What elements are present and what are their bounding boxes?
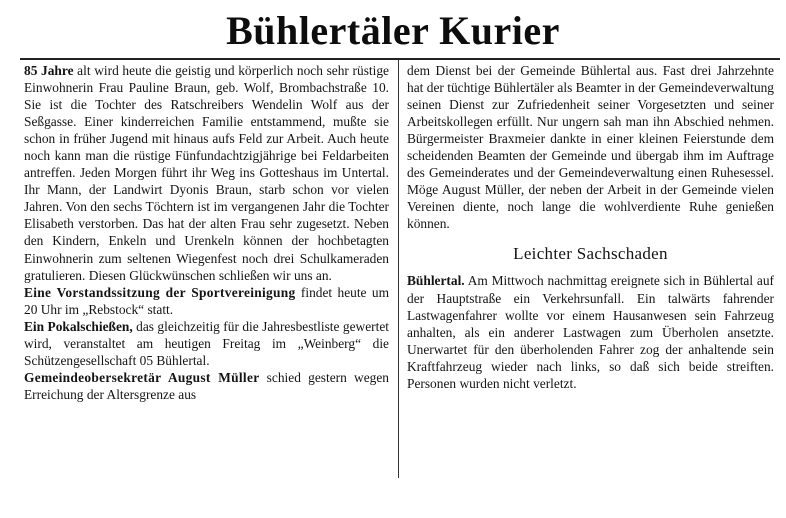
article-continuation: dem Dienst bei der Gemeinde Bühlertal aus. Fast drei Jahrzehnte hat der tüchtige Bühlertäler als Beamter in der Gemeindeverwaltung seinen Dienst zur Zufriedenheit seiner Vorgesetzten und seiner Arbeitskollegen erfüllt. Nur ungern sah man ihn Abschied nehmen. Bürgermeister Braxmeier dankte in einer kleinen Feierstunde dem scheidenden Beamten der Gemeinde und übergab ihm im Auftrage des Gemeinderates und der Gemeindeverwaltung einen Ruhesessel. Möge August Müller, der neben der Arbeit in der Gemeinde vielen Vereinen diente, noch lange die wohlverdiente Ruhe genießen können.	[407, 63, 774, 232]
article-pokalschiessen	[24, 318, 389, 369]
article-lead: Ein Pokalschießen,	[24, 318, 133, 334]
article-vorstandssitzung	[24, 284, 389, 318]
right-column	[407, 62, 774, 392]
article-body: schied gestern wegen Erreichung der Altersgrenze aus	[24, 369, 389, 402]
article-85-jahre	[24, 62, 389, 284]
headline-leichter-sachschaden: Leichter Sachschaden	[513, 244, 668, 264]
article-body: findet heute um 20 Uhr im „Rebstock“ statt.	[24, 284, 389, 317]
article-body: alt wird heute die geistig und körperlich noch sehr rüstige Einwohnerin Frau Pauline Braun, geb. Wolf, Brombachstraße 10. Sie ist die Tochter des Ratschreibers Wendelin Wolf aus der Seßgasse. Einer kinderreichen Familie entstammend, mußte sie schon in früher Jugend mit hinaus aufs Feld zur Arbeit. Auch heute noch kann man die rüstige Fünfundachtzigjährige bei Feldarbeiten antreffen. Jeden Morgen führt ihr Weg ins Gotteshaus im Untertal. Ihr Mann, der Landwirt Dyonis Braun, starb schon vor vielen Jahren. Von den sechs Töchtern ist im vergangenen Jahr die Tochter Elisabeth verstorben. Das hat der alten Frau sehr zugesetzt. Neben den Kindern, Enkeln und Urenkeln können der hochbetagten Einwohnerin zum seltenen Wiegenfest noch drei Schulkameraden gratulieren. Diesen Glückwünschen schließen wir uns an.	[24, 63, 389, 283]
column-divider	[398, 60, 399, 478]
left-column	[24, 62, 389, 403]
article-lead: Eine Vorstandssitzung der Sportvereinigung	[24, 284, 296, 300]
masthead-title: Bühlertäler Kurier	[226, 8, 560, 53]
article-body: das gleichzeitig für die Jahresbestliste gewertet wird, veranstaltet am heutigen Freitag im „Weinberg“ die Schützengesellschaft 05 Bühlertal.	[24, 318, 389, 368]
article-lead: 85 Jahre	[24, 63, 74, 78]
article-sachschaden	[407, 272, 774, 391]
masthead-rule	[20, 58, 780, 60]
article-august-mueller	[24, 369, 389, 403]
article-lead: Bühlertal.	[407, 273, 465, 289]
article-body: Am Mittwoch nachmittag ereignete sich in Bühlertal auf der Hauptstraße ein Verkehrsunfall. Ein talwärts fahrender Lastwagenfahrer wollte vor einem Hausanwesen sein Fahrzeug anhalten, als ein anderer Lastwagen zum Überholen ansetzte. Unerwartet für den überholenden Fahrer zog der anhaltende sein Kraftfahrzeug wieder nach links, so daß sich beide streiften. Personen wurden nicht verletzt.	[407, 273, 774, 391]
article-lead: Gemeindeobersekretär August Müller	[24, 369, 260, 385]
